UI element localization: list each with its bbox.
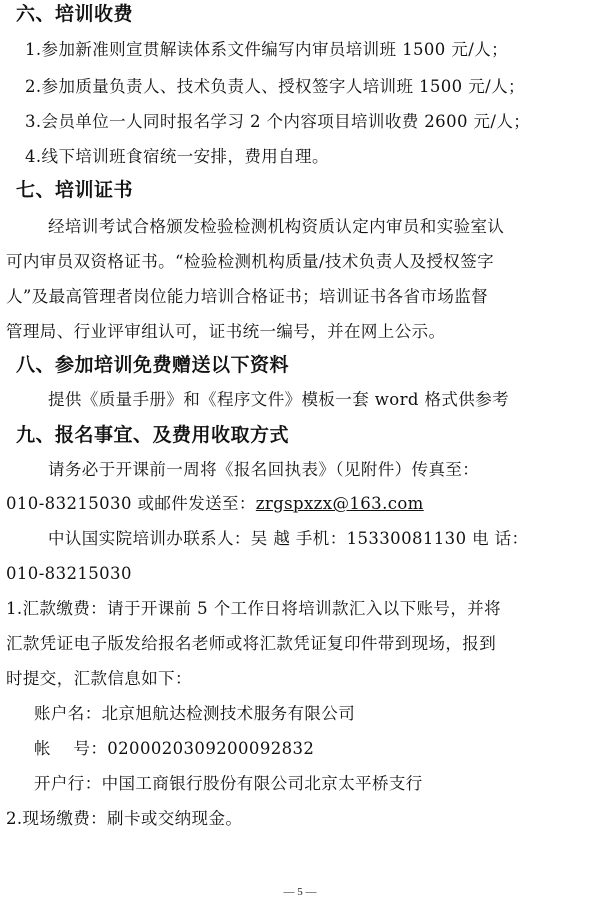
bank-account-number: 帐 号：0200020309200092832: [34, 739, 315, 758]
onsite-payment: 2.现场缴费：刷卡或交纳现金。: [6, 809, 243, 828]
payment-text-line: 汇款凭证电子版发给报名老师或将汇款凭证复印件带到现场，报到: [6, 634, 497, 653]
page-number: — 5 —: [283, 886, 317, 898]
section-heading-materials: 八、参加培训免费赠送以下资料: [16, 354, 290, 376]
materials-text: 提供《质量手册》和《程序文件》模板一套 word 格式供参考: [48, 390, 509, 409]
fax-and-email-line: [6, 491, 600, 517]
contact-phone: 010-83215030: [6, 564, 132, 583]
section-heading-fees: 六、培训收费: [16, 3, 134, 25]
section-heading-certificate: 七、培训证书: [16, 179, 134, 201]
fax-text: 010-83215030 或邮件发送至：: [6, 494, 256, 513]
section-heading-registration: 九、报名事宜、及费用收取方式: [16, 424, 290, 446]
certificate-text-line: 经培训考试合格颁发检验检测机构资质认定内审员和实验室认: [48, 217, 505, 236]
fee-item: 3.会员单位一人同时报名学习 2 个内容项目培训收费 2600 元/人；: [25, 112, 531, 131]
certificate-text-line: 管理局、行业评审组认可，证书统一编号，并在网上公示。: [6, 322, 446, 341]
bank-name: 开户行：中国工商银行股份有限公司北京太平桥支行: [34, 774, 423, 793]
registration-text: 请务必于开课前一周将《报名回执表》（见附件）传真至：: [48, 460, 480, 479]
certificate-text-line: 可内审员双资格证书。“检验检测机构质量/技术负责人及授权签字: [6, 252, 494, 271]
certificate-text-line: 人”及最高管理者岗位能力培训合格证书；培训证书各省市场监督: [6, 287, 489, 306]
fee-item: 1.参加新准则宣贯解读体系文件编写内审员培训班 1500 元/人；: [25, 40, 508, 59]
contact-line: 中认国实院培训办联系人：吴 越 手机：15330081130 电 话：: [48, 529, 529, 548]
bank-account-name: 账户名：北京旭航达检测技术服务有限公司: [34, 704, 356, 723]
payment-text-line: 时提交，汇款信息如下：: [6, 669, 192, 688]
fee-item: 2.参加质量负责人、技术负责人、授权签字人培训班 1500 元/人；: [25, 77, 525, 96]
payment-text-line: 1.汇款缴费：请于开课前 5 个工作日将培训款汇入以下账号，并将: [6, 599, 502, 618]
fee-item: 4.线下培训班食宿统一安排，费用自理。: [25, 147, 329, 166]
email-link[interactable]: zrgspxzx@163.com: [255, 494, 424, 513]
